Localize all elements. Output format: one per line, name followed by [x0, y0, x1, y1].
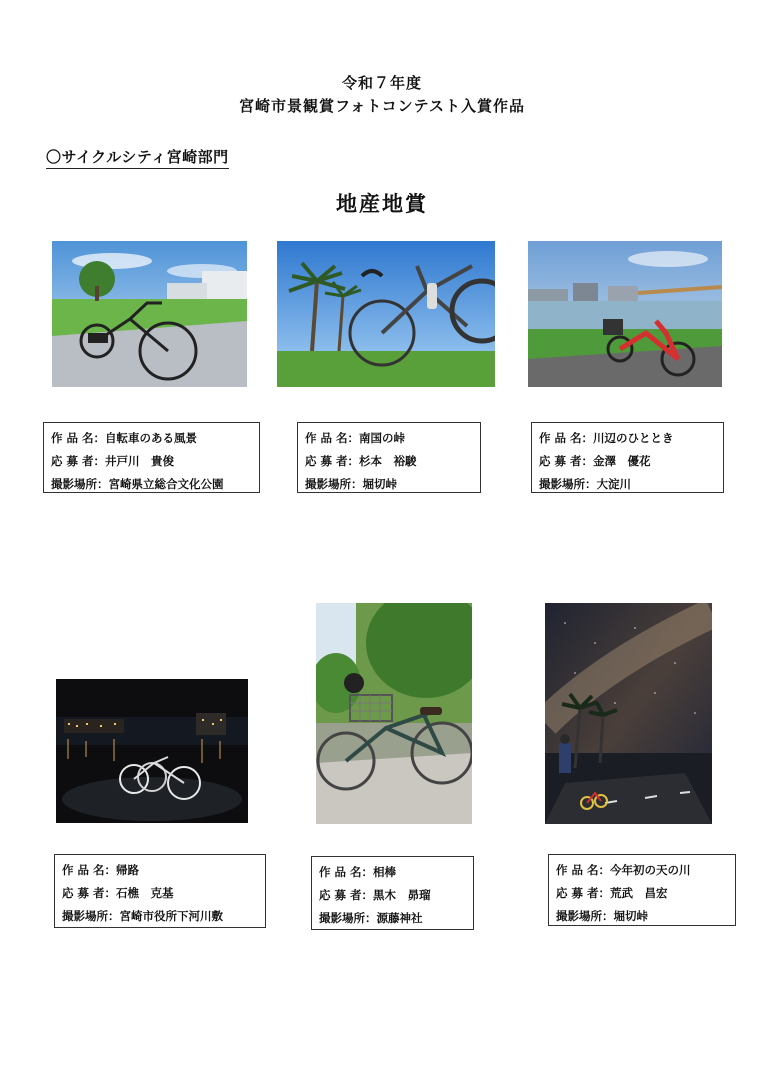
applicant-name: 井戸川 貴俊 — [105, 454, 175, 468]
work-title: 帰路 — [116, 863, 140, 877]
location-label: 撮影場所： — [539, 477, 597, 491]
photo-location: 宮崎市役所下河川敷 — [119, 909, 223, 923]
work-title: 自転車のある風景 — [105, 431, 198, 445]
applicant-label: 応 募 者： — [556, 886, 611, 900]
applicant-label: 応 募 者： — [319, 888, 374, 902]
night-bikes-riverbank-photo — [56, 679, 248, 823]
photo-location: 堀切峠 — [362, 477, 397, 491]
applicant-name: 金澤 優花 — [593, 454, 651, 468]
location-label: 撮影場所： — [51, 477, 109, 491]
bicycle-in-park-photo — [52, 241, 247, 387]
location-label: 撮影場所： — [305, 477, 363, 491]
entry-info-box — [548, 854, 736, 926]
entry-info-box — [297, 422, 481, 493]
work-title-label: 作 品 名： — [556, 863, 611, 877]
road-bike-palm-trees-photo — [277, 241, 495, 387]
applicant-label: 応 募 者： — [62, 886, 117, 900]
work-title-label: 作 品 名： — [305, 431, 360, 445]
applicant-label: 応 募 者： — [51, 454, 106, 468]
applicant-name: 荒武 昌宏 — [610, 886, 668, 900]
entry-info-box — [54, 854, 266, 928]
location-label: 撮影場所： — [62, 909, 120, 923]
milky-way-night-photo — [545, 603, 712, 824]
work-title: 川辺のひととき — [593, 431, 674, 445]
work-title: 今年初の天の川 — [610, 863, 691, 877]
photo-location: 宮崎県立総合文化公園 — [108, 477, 224, 491]
location-label: 撮影場所： — [319, 911, 377, 925]
location-label: 撮影場所： — [556, 909, 614, 923]
work-title: 南国の峠 — [359, 431, 406, 445]
applicant-name: 杉本 裕駿 — [359, 454, 417, 468]
work-title-label: 作 品 名： — [62, 863, 117, 877]
photo-location: 堀切峠 — [613, 909, 648, 923]
city-bike-basket-photo — [316, 603, 472, 824]
photo-location: 源藤神社 — [376, 911, 423, 925]
photo-location: 大淀川 — [596, 477, 631, 491]
red-bike-riverside-photo — [528, 241, 722, 387]
work-title: 相棒 — [373, 865, 397, 879]
entry-info-box — [311, 856, 474, 930]
entry-info-box — [531, 422, 724, 493]
document-title: 宮崎市景観賞フォトコンテスト入賞作品 — [238, 97, 526, 115]
applicant-name: 黒木 昴瑠 — [373, 888, 431, 902]
applicant-label: 応 募 者： — [305, 454, 360, 468]
entry-info-box — [43, 422, 260, 493]
document-year: 令和７年度 — [341, 74, 422, 92]
work-title-label: 作 品 名： — [539, 431, 594, 445]
work-title-label: 作 品 名： — [51, 431, 106, 445]
applicant-label: 応 募 者： — [539, 454, 594, 468]
work-title-label: 作 品 名： — [319, 865, 374, 879]
section-title: 〇サイクルシティ宮崎部門 — [46, 146, 229, 169]
applicant-name: 石樵 克基 — [116, 886, 174, 900]
award-title: 地産地賞 — [336, 192, 428, 216]
